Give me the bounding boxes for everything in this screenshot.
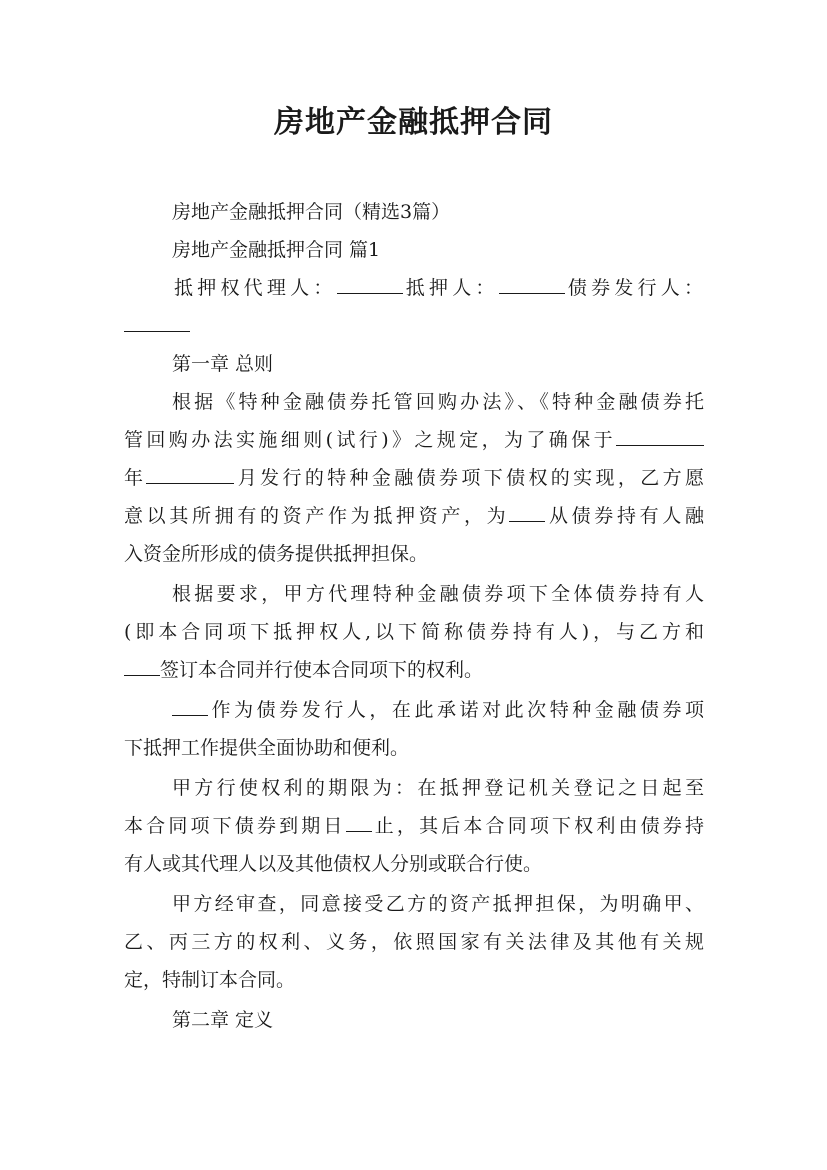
paragraph-1-line-5: 入资金所形成的债务提供抵押担保。	[124, 543, 429, 565]
document-title: 房地产金融抵押合同	[274, 105, 553, 140]
issuer-blank-line	[124, 307, 704, 345]
paragraph-1-line-2	[124, 421, 704, 459]
paragraph-1	[124, 383, 704, 573]
paragraph-4-line-2-text-end: 止，其后本合同项下权利由债券持	[371, 815, 704, 837]
agent-label: 抵押权代理人：	[174, 277, 337, 299]
paragraph-2-line-3-text: 签订本合同并行使本合同项下的权利。	[160, 659, 484, 681]
mortgagor-label: 抵押人：	[402, 277, 499, 299]
mortgagor-blank	[499, 275, 565, 294]
document-body	[124, 193, 704, 1039]
paragraph-5-line-3: 定，特制订本合同。	[124, 969, 296, 991]
month-blank	[146, 465, 234, 484]
subtitle-part-1: 房地产金融抵押合同 篇1	[172, 239, 381, 261]
paragraph-1-line-4	[124, 497, 704, 535]
issuer-label: 债券发行人：	[564, 277, 704, 299]
paragraph-3-line-2: 下抵押工作提供全面协助和便利。	[124, 737, 410, 759]
paragraph-4-line-1: 甲方行使权利的期限为：在抵押登记机关登记之日起至	[172, 777, 704, 799]
paragraph-1-line-3	[124, 459, 704, 497]
paragraph-4-line-2	[124, 807, 704, 845]
parties-line	[124, 269, 704, 307]
paragraph-2-line-3	[124, 651, 704, 689]
paragraph-4-line-2-text: 本合同项下债券到期日	[124, 815, 346, 837]
paragraph-1-line-1: 根据《特种金融债券托管回购办法》、《特种金融债券托	[172, 391, 704, 413]
debtor-blank	[509, 503, 545, 522]
party-c-blank	[124, 657, 160, 676]
paragraph-4-line-3: 有人或其代理人以及其他债权人分别或联合行使。	[124, 853, 543, 875]
paragraph-5	[124, 885, 704, 999]
subtitle-collection: 房地产金融抵押合同（精选3篇）	[172, 201, 451, 223]
paragraph-1-line-4-text: 意以其所拥有的资产作为抵押资产，为	[124, 505, 510, 527]
paragraph-3	[124, 691, 704, 767]
paragraph-2-line-2: (即本合同项下抵押权人,以下简称债券持有人)，与乙方和	[124, 621, 704, 643]
paragraph-5-line-2: 乙、丙三方的权利、义务，依照国家有关法律及其他有关规	[124, 931, 704, 953]
paragraph-4	[124, 769, 704, 883]
paragraph-1-line-2-text: 管回购办法实施细则(试行)》之规定，为了确保于	[124, 429, 616, 451]
paragraph-1-line-3-text: 月发行的特种金融债券项下债权的实现，乙方愿	[234, 467, 704, 489]
maturity-blank	[346, 813, 372, 832]
paragraph-3-line-1-text: 作为债券发行人，在此承诺对此次特种金融债券项	[208, 699, 704, 721]
issuer-blank	[124, 313, 190, 332]
chapter-1-heading: 第一章 总则	[172, 353, 274, 375]
paragraph-2-line-1: 根据要求，甲方代理特种金融债券项下全体债券持有人	[172, 583, 704, 605]
year-blank	[616, 427, 704, 446]
paragraph-2	[124, 575, 704, 689]
year-label: 年	[124, 467, 147, 489]
paragraph-1-line-4-text-end: 从债券持有人融	[545, 505, 704, 527]
paragraph-3-line-1	[124, 691, 704, 729]
issuer-name-blank	[172, 697, 208, 716]
chapter-2-heading: 第二章 定义	[172, 1009, 274, 1031]
agent-blank	[337, 275, 403, 294]
paragraph-5-line-1: 甲方经审查，同意接受乙方的资产抵押担保，为明确甲、	[172, 893, 704, 915]
